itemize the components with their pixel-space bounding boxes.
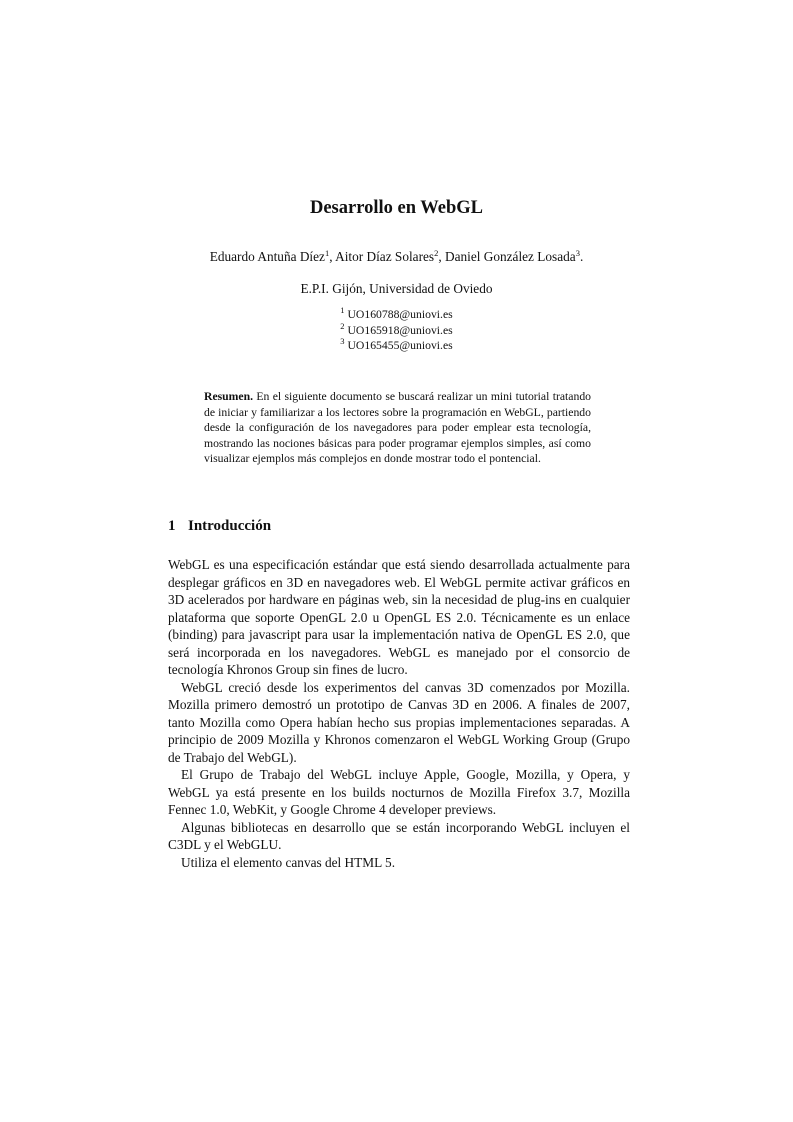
email-item: [0, 307, 793, 323]
abstract-text: En el siguiente documento se buscará realizar un mini tutorial tratando de iniciar y familiarizar a los lectores sobre la programación en WebGL, partiendo desde la configuración de los navegadores para poder emplear esta tecnología, mostrando las nociones básicas para poder programar ejemplos simples, así como visualizar ejemplos más complejos en donde mostrar todo el pontencial.: [204, 390, 592, 465]
body-paragraph: WebGL es una especificación estándar que está siendo desarrollada actualmente para desplegar gráficos en 3D en navegadores web. El WebGL permite activar gráficos en 3D acelerados por hardware en páginas web, sin la necesidad de plug-ins en cualquier plataforma que soporte OpenGL 2.0 u OpenGL ES 2.0. Técnicamente es un enlace (binding) para javascript para usar la implementación nativa de OpenGL ES 2.0, que será incorporada en los navegadores. WebGL es manejado por el consorcio de tecnología Khronos Group sin fines de lucro.: [168, 557, 630, 677]
section-number: 1: [168, 518, 176, 534]
body-paragraph: Utiliza el elemento canvas del HTML 5.: [181, 854, 396, 870]
author-list: [0, 249, 793, 265]
body-paragraph: El Grupo de Trabajo del WebGL incluye Apple, Google, Mozilla, y Opera, y WebGL ya está presente en los builds nocturnos de Mozilla Firefox 3.7, Mozilla Fennec 1.0, WebKit, y Google Chrome 4 developer previews.: [168, 767, 630, 817]
paper-title: Desarrollo en WebGL: [309, 198, 483, 218]
abstract-lead: Resumen.: [204, 390, 254, 403]
email-mark: 3: [340, 336, 345, 346]
email-item: [0, 320, 793, 339]
author-separator: ,: [329, 249, 336, 264]
body-paragraph: Algunas bibliotecas en desarrollo que se están incorporando WebGL incluyen el C3DL y el WebGLU.: [168, 819, 630, 852]
email-address: UO165455@uniovi.es: [347, 339, 453, 352]
abstract: [204, 389, 591, 467]
email-address: UO160788@uniovi.es: [347, 308, 453, 321]
section-body: [168, 556, 630, 871]
author-mark: 1: [324, 248, 330, 258]
email-mark: 2: [340, 320, 345, 331]
email-item: [0, 338, 793, 354]
author-separator: ,: [438, 249, 445, 264]
author-name: Daniel González Losada: [444, 249, 576, 264]
author-mark: 2: [434, 248, 439, 258]
author-affiliation: E.P.I. Gijón, Universidad de Oviedo: [300, 281, 493, 296]
email-list: [0, 307, 793, 354]
author-separator: .: [579, 249, 584, 264]
author-name: Aitor Díaz Solares: [335, 249, 435, 264]
email-mark: 1: [340, 305, 345, 315]
email-address: UO165918@uniovi.es: [347, 323, 453, 337]
section-heading: [168, 518, 271, 535]
author-name: Eduardo Antuña Díez: [209, 249, 325, 264]
body-paragraph: WebGL creció desde los experimentos del canvas 3D comenzados por Mozilla. Mozilla primero demostró un prototipo de Canvas 3D en 2006. A finales de 2007, tanto Mozilla como Opera habían hecho sus propias implementaciones separadas. A principio de 2009 Mozilla y Khronos comenzaron el WebGL Working Group (Grupo de Trabajo del WebGL).: [168, 679, 630, 765]
section-title: Introducción: [188, 518, 272, 534]
author-mark: 3: [575, 248, 580, 258]
